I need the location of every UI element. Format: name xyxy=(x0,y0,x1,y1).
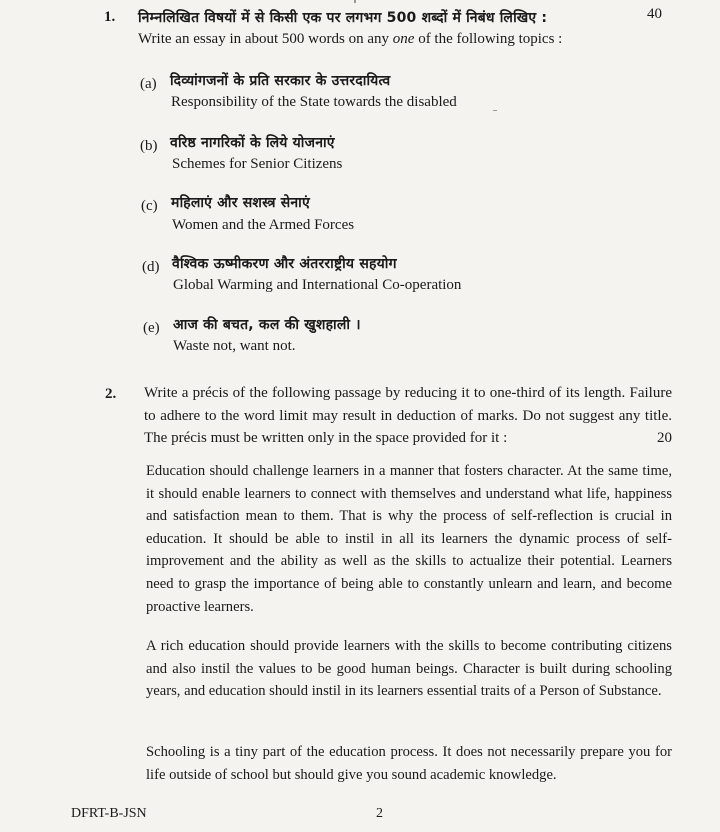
passage-paragraph-3: Schooling is a tiny part of the education process. It does not necessarily prepare you for life outside of school but should give you sound academic knowledge. xyxy=(146,744,672,783)
topic-d-hindi: वैश्विक ऊष्मीकरण और अंतरराष्ट्रीय सहयोग xyxy=(172,256,397,272)
scan-mark xyxy=(354,0,356,3)
topic-e-label: (e) xyxy=(143,320,160,336)
topic-b-label: (b) xyxy=(140,138,158,154)
footer-page-number: 2 xyxy=(376,806,383,821)
topic-c-label: (c) xyxy=(141,198,158,214)
scan-mark xyxy=(493,110,497,111)
topic-c-english: Women and the Armed Forces xyxy=(172,217,355,233)
instruction-emphasis: one xyxy=(392,31,415,47)
question-2-marks: 20 xyxy=(657,430,672,446)
question-1-marks: 40 xyxy=(647,6,662,22)
question-2-instruction-text: Write a précis of the following passage by reducing it to one-third of its length. Failure to adhere to the word limit may result in deduction of marks. Do not suggest any title. The précis must be written only in the space provided for it : xyxy=(144,385,672,446)
passage-paragraph-1: Education should challenge learners in a manner that fosters character. At the same time, it should enable learners to connect with themselves and understand what life, happiness and satisfaction mean to them. That is why the process of self-reflection is crucial in education. It should be able to instil in all its learners the dynamic process of self-improvement and the ability as well as the skills to actualize their potential. Learners need to grasp the importance of being able to constantly unlearn and learn, and become proactive learners. xyxy=(146,463,672,615)
topic-e-english: Waste not, want not. xyxy=(173,338,296,354)
topic-d-english: Global Warming and International Co-operation xyxy=(173,277,462,293)
topic-c-hindi: महिलाएं और सशस्त्र सेनाएं xyxy=(171,195,310,211)
topic-a-hindi: दिव्यांगजनों के प्रति सरकार के उत्तरदायित्व xyxy=(170,73,391,89)
topic-a-english: Responsibility of the State towards the disabled xyxy=(171,94,457,110)
question-2-number: 2. xyxy=(105,386,117,402)
topic-e-hindi: आज की बचत, कल की खुशहाली । xyxy=(173,317,361,333)
footer-exam-code: DFRT-B-JSN xyxy=(71,806,147,821)
topic-d-label: (d) xyxy=(142,259,160,275)
question-1-instruction-hindi: निम्नलिखित विषयों में से किसी एक पर लगभग 500 शब्दों में निबंध लिखिए : xyxy=(138,10,548,26)
passage-paragraph-2: A rich education should provide learners with the skills to become contributing citizens and also instil the values to be good human beings. Character is built during schooling years, and education should instil in its learners essential traits of a Person of Substance. xyxy=(146,638,672,700)
topic-b-hindi: वरिष्ठ नागरिकों के लिये योजनाएं xyxy=(170,135,335,151)
question-2-instruction xyxy=(144,382,672,450)
instruction-text-pre: Write an essay in about 500 words on any xyxy=(138,31,393,47)
topic-a-label: (a) xyxy=(140,76,157,92)
topic-b-english: Schemes for Senior Citizens xyxy=(172,156,343,172)
instruction-text-post: of the following topics : xyxy=(414,31,563,47)
question-1-number: 1. xyxy=(104,9,116,25)
question-1-instruction-english xyxy=(138,31,562,48)
